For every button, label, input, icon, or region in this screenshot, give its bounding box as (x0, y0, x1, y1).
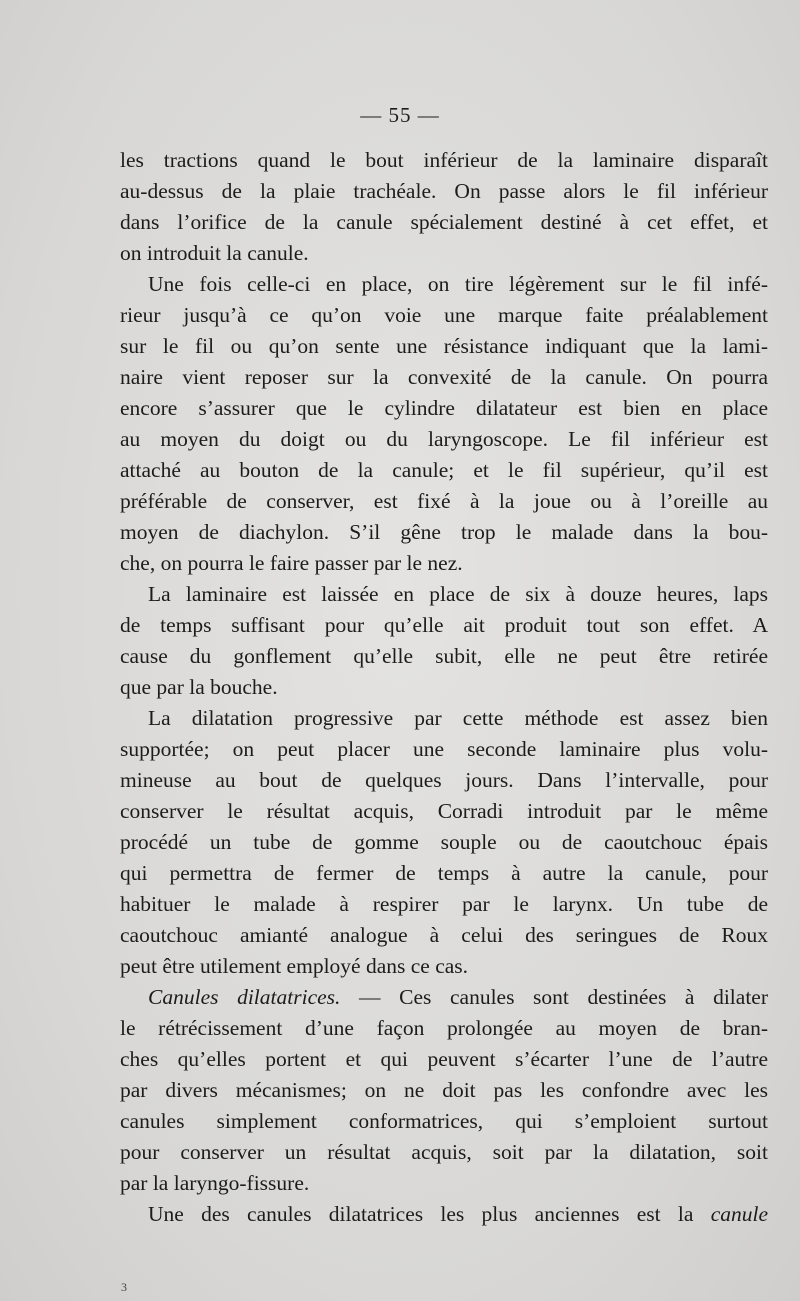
text-line (120, 1075, 768, 1106)
text-line-content: Une fois celle-ci en place, on tire légèrement sur le fil infé- (148, 272, 768, 296)
signature-mark: 3 (121, 1280, 127, 1294)
text-line-content: conserver le résultat acquis, Corradi introduit par le même (120, 799, 768, 823)
text-line (120, 1199, 768, 1230)
text-line-content: pour conserver un résultat acquis, soit par la dilatation, soit (120, 1140, 768, 1164)
text-line (120, 610, 768, 641)
text-line (120, 1044, 768, 1075)
page-number: — 55 — (360, 103, 440, 127)
text-line-content: — Ces canules sont destinées à dilater (359, 985, 768, 1009)
text-line-content: dans l’orifice de la canule spécialement destiné à cet effet, et (120, 210, 768, 234)
text-line (120, 579, 768, 610)
text-line-content: peut être utilement employé dans ce cas. (120, 954, 469, 978)
text-line-content: La laminaire est laissée en place de six à douze heures, laps (148, 582, 768, 606)
text-line (120, 1106, 768, 1137)
text-line-content: canules simplement conformatrices, qui s’emploient surtout (120, 1109, 768, 1133)
text-line-content: che, on pourra le faire passer par le nez. (120, 551, 463, 575)
text-line-content: supportée; on peut placer une seconde laminaire plus volu- (120, 737, 768, 761)
text-line (120, 207, 768, 238)
text-line-content: attaché au bouton de la canule; et le fil supérieur, qu’il est (120, 458, 768, 482)
text-line-content: par la laryngo-fissure. (120, 1171, 310, 1195)
text-line (120, 982, 768, 1013)
text-line-content: les tractions quand le bout inférieur de la laminaire disparaît (120, 148, 768, 172)
text-line (120, 300, 768, 331)
text-line-content: naire vient reposer sur la convexité de la canule. On pourra (120, 365, 768, 389)
text-line (120, 362, 768, 393)
text-line-content: rieur jusqu’à ce qu’on voie une marque faite préalablement (120, 303, 768, 327)
text-line (120, 889, 768, 920)
text-line (120, 517, 768, 548)
text-line-content: de temps suffisant pour qu’elle ait produit tout son effet. A (120, 613, 768, 637)
text-line (120, 1137, 768, 1168)
text-line (120, 486, 768, 517)
text-line-content: cause du gonflement qu’elle subit, elle ne peut être retirée (120, 644, 768, 668)
text-line-content: encore s’assurer que le cylindre dilatateur est bien en place (120, 396, 768, 420)
text-line-content: qui permettra de fermer de temps à autre la canule, pour (120, 861, 768, 885)
text-line (120, 393, 768, 424)
text-line (120, 424, 768, 455)
text-line-content: au moyen du doigt ou du laryngoscope. Le fil inférieur est (120, 427, 768, 451)
text-line (120, 1168, 768, 1199)
text-line-content: le rétrécissement d’une façon prolongée au moyen de bran- (120, 1016, 768, 1040)
text-line-content: par divers mécanismes; on ne doit pas les confondre avec les (120, 1078, 768, 1102)
text-line-content: mineuse au bout de quelques jours. Dans l’intervalle, pour (120, 768, 768, 792)
text-line (120, 951, 768, 982)
text-line-content: procédé un tube de gomme souple ou de caoutchouc épais (120, 830, 768, 854)
text-line-content: préférable de conserver, est fixé à la joue ou à l’oreille au (120, 489, 768, 513)
text-line (120, 548, 768, 579)
text-line (120, 1013, 768, 1044)
text-line-content: Une des canules dilatatrices les plus anciennes est la (148, 1202, 694, 1226)
text-line (120, 455, 768, 486)
text-line-content: sur le fil ou qu’on sente une résistance indiquant que la lami- (120, 334, 768, 358)
text-line-content: La dilatation progressive par cette méthode est assez bien (148, 706, 768, 730)
text-line-content: au-dessus de la plaie trachéale. On passe alors le fil inférieur (120, 179, 768, 203)
text-line (120, 858, 768, 889)
text-line (120, 827, 768, 858)
body-text (120, 145, 768, 1230)
text-line (120, 796, 768, 827)
text-line (120, 269, 768, 300)
text-line (120, 238, 768, 269)
text-line (120, 920, 768, 951)
text-line (120, 331, 768, 362)
text-line-content: on introduit la canule. (120, 241, 309, 265)
text-line (120, 765, 768, 796)
italic-heading: Canules dilatatrices. (148, 985, 360, 1009)
text-line (120, 734, 768, 765)
text-line (120, 641, 768, 672)
text-line (120, 145, 768, 176)
text-line (120, 176, 768, 207)
text-line-content: caoutchouc amianté analogue à celui des seringues de Roux (120, 923, 768, 947)
text-line (120, 672, 768, 703)
text-line-content: ches qu’elles portent et qui peuvent s’écarter l’une de l’autre (120, 1047, 768, 1071)
text-line-content: que par la bouche. (120, 675, 278, 699)
italic-term: canule (693, 1202, 768, 1226)
text-line (120, 703, 768, 734)
text-line-content: moyen de diachylon. S’il gêne trop le malade dans la bou- (120, 520, 768, 544)
text-line-content: habituer le malade à respirer par le larynx. Un tube de (120, 892, 768, 916)
